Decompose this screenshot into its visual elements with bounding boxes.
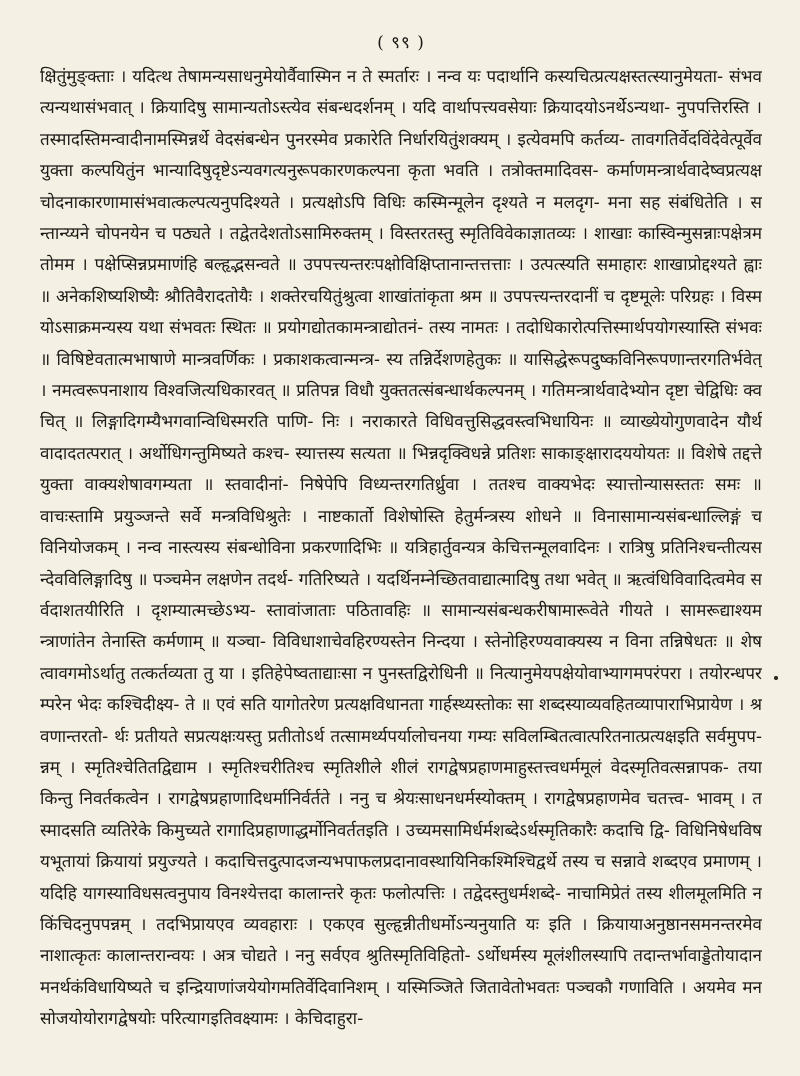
body-paragraph: क्षितुंमुङ्क्ताः । यदित्थ तेषामन्यसाधनुमेयोर्वैवास्मिन न ते स्मर्तारः । नन्व यः पदार्थानि कस्यचित्प्रत्यक्षस्तत्स्यानुमेयता- संभवत्यन्यथासंभवात् । क्रियादिषु सामान्यतोऽस्त्येव संबन्धदर्शनम् । यदि वार्थापत्त्यवसेयाः क्रियादयोऽनर्थेऽन्यथा- नुपपत्तिरस्ति । तस्मादस्तिमन्वादीनामस्मिन्नर्थे वेदसंबन्धेन पुनरस्मेव प्रकारेति निर्धारयितुंशक्यम् । इत्येवमपि कर्तव्य- तावगतिर्वेदविंदेवेत्पूर्वेव युक्ता कल्पयितुंन भान्यादिषुदृष्टेऽन्यवगत्यनुरूपकारणकल्पना कृता भवति । तत्रोक्तमादिवस- कर्माणमन्त्रार्थवादेष्वप्रत्यक्षचोदनाकारणामासंभवात्कल्पत्यनुपदिश्यते । प्रत्यक्षोऽपि विधिः कस्मिन्मूलेन दृश्यते न मलदृग- मना सह संबंधितेति । सन्तान्य्यने चोपनयेन च पठ्यते । तद्वेतदेशतोऽसामिरुक्तम् । विस्तरतस्तु स्मृतिविवेकाज्ञातव्यः । शाखाः कास्विन्मुसन्नाःपक्षेत्रमतोमम । पक्षेप्सिन्नप्रमाणंहि बल्हृद्भसन्वते ॥ उपपत्त्यन्तरःपक्षोविक्षिप्तानान्तत्तत्ताः । उत्पत्स्यति समाहारः शाखाप्रोद्दश्यते ह्वाः ॥ अनेकशिष्यशिष्यैः श्रौतिवैरादतोयैः । शक्तेरचयितुंश्रुत्वा शाखांतांकृता श्रम ॥ उपपत्त्यन्तरदानीं च दृष्टमूलेः परिग्रहः । विस्मयोऽसाक्रमन्यस्य यथा संभवतः स्थितः ॥ प्रयोगद्योतकामन्त्राद्योतनं- तस्य नामतः । तदोधिकारोत्पत्तिस्मार्थपयोगस्यास्ति संभवः ॥ विषिष्टेवतात्मभाषाणे मान्त्रवर्णिकः । प्रकाशकत्वान्मन्त्र- स्य तन्निर्देशणहेतुकः ॥ यासिद्धेरूपदुष्कविनिरूपणान्तरगतिर्भवेत् । नमत्वरूपनाशाय विश्वजित्यधिकारवत् ॥ प्रतिपन्न विधौ युक्ततत्संबन्धार्थकल्पनम् । गतिमन्त्रार्थवादेभ्योन दृष्टा चेद्विधिः क्वचित् ॥ लिङ्गादिगम्यैभगवान्विधिस्मरति पाणि- निः । नराकारते विधिवत्तुसिद्धवस्त्वभिधायिनः ॥ व्याख्येयोगुणवादेन यौर्थवादादतत्परात् । अर्थोधिगन्तुमिष्यते कश्च- स्यात्तस्य सत्यता ॥ भिन्नदृक्विधन्ने प्रतिशः साकाङ्क्षारादययोयतः ॥ विशेषे तद्दत्ते युक्ता वाक्यशेषावगम्यता ॥ स्तवादीनां- निषेपेपि विध्यन्तरगतिर्ध्रुवा । ततश्च वाक्यभेदः स्यात्तोन्यासस्ततः समः ॥ वाचःस्तामि प्रयुञ्जन्ते सर्वे मन्त्रविधिश्रुतेः । नाष्टकार्तो विशेषोस्ति हेतुर्मन्त्रस्य शोधने ॥ विनासामान्यसंबन्धाल्लिङ्गं च विनियोजकम् । नन्व नास्त्यस्य संबन्धोविना प्रकरणादिभिः ॥ यत्रिहार्तुवन्यत्र केचित्तन्मूलवादिनः । रात्रिषु प्रतिनिश्चन्तीत्यसन्देवविलिङ्गादिषु ॥ पञ्चमेन लक्षणेन तदर्थ- गतिरिष्यते । यदर्थिनम्नेच्छितवाद्यात्मादिषु तथा भवेत् ॥ ऋत्वंधिविवादित्वमेव सर्वदाशतयीरिति । दृशम्यात्मच्छेऽभ्य- स्तावांजाताः पठितावहिः ॥ सामान्यसंबन्धकरीषामारूवेते गीयते । सामरूद्याश्यमन्त्राणांतेन तेनास्ति कर्मणाम् ॥ यञ्चा- विविधाशाचेवहिरण्यस्तेन निन्दया । स्तेनोहिरण्यवाक्यस्य न विना तन्निषेधतः ॥ शेषत्वावगमोऽर्थातु तत्कर्तव्यता तु या । इतिहेपेष्वताद्याःसा न पुनस्तद्विरोधिनी ॥ नित्यानुमेयपक्षेयोवाभ्यागमपरंपरा । तयोरन्धपरम्परेन भेदः कश्चिदीक्ष्य- ते ॥ एवं सति यागोतरेण प्रत्यक्षविधानता गार्हस्थ्यस्तोकः सा शब्दस्याव्यवहितव्यापाराभिप्रायेण । श्रवणान्तरतो- र्थः प्रतीयते सप्रत्यक्षःयस्तु प्रतीतोऽर्थ तत्सामर्थ्यपर्यालोचनया गम्यः सविलम्बितत्वात्परितनात्प्रत्यक्षइति सर्वमुपप- न्नम् । स्मृतिश्चेतितद्विद्याम । स्मृतिश्चरीतिश्च स्मृतिशीले शीलं रागद्वेषप्रहाणमाहुस्तत्त्वधर्ममूलं वेदस्मृतिवत्सन्नापक- तया किन्तु निवर्तकत्वेन । रागद्वेषप्रहाणादिधर्मानिर्वर्तते । ननु च श्रेयःसाधनधर्मस्योक्तम् । रागद्वेषप्रहाणमेव चतत्त्व- भावम् । तस्मादसति व्यतिरेके किमुच्यते रागादिप्रहाणाद्धर्मोनिवर्ततइति । उच्यमसामिर्धर्मशब्देऽर्थस्मृतिकारैः कदाचि द्वि- विधिनिषेधविषयभूतायां क्रियायां प्रयुज्यते । कदाचित्तदुत्पादजन्यभपाफलप्रदानावस्थायिनिकश्मिश्चिद्वर्थे तस्य च सन्नावे शब्दएव प्रमाणम् । यदिहि यागस्याविधसत्वनुपाय विनश्येत्तदा कालान्तरे कृतः फलोत्पत्तिः । तद्वेदस्तुधर्मशब्दे- नाचामिप्रेतं तस्य शीलमूलमिति नकिंचिदनुपपन्नम् । तदभिप्रायएव व्यवहाराः । एकएव सुल्हृन्नीतीधर्मोऽन्यनुयाति यः इति । क्रियायाअनुष्ठानसमनन्तरमेव नाशात्कृतः कालान्तरान्वयः । अत्र चोद्यते । ननु सर्वएव श्रुतिस्मृतिविहितो- ऽर्थोधर्मस्य मूलंशीलस्यापि तदान्तर्भावाड्डेतोयादानमनर्थकंविधायिष्यते च इन्द्रियाणांजयेयोगमतिर्वेदिवानिशम् । यस्मिञ्जिते जितावेतोभवतः पञ्चकौ गणाविति । अयमेव मनसोजयोयोरागद्वेषयोः परित्यागइतिवक्ष्यामः । केचिदाहुरा- <box>40 67 762 1030</box>
page-number: ( ९९ ) <box>377 33 425 53</box>
ink-speck <box>774 676 778 680</box>
sanskrit-body-text <box>40 62 762 1072</box>
